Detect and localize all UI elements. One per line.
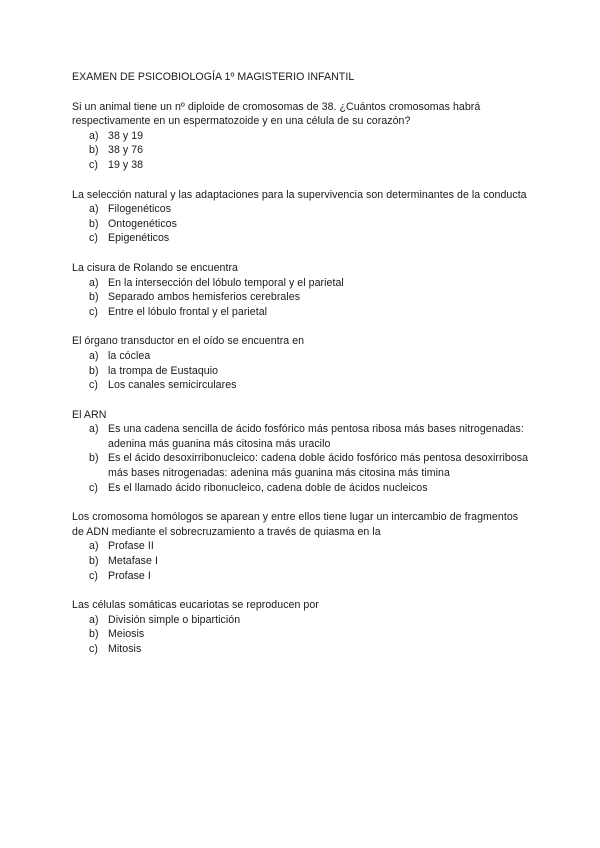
exam-page	[72, 70, 532, 672]
question-5	[72, 408, 532, 496]
option-letter: a)	[89, 540, 99, 553]
option-text: Metafase I	[108, 555, 158, 568]
option-item	[72, 539, 532, 554]
option-letter: a)	[89, 276, 99, 289]
question-stem: El ARN	[72, 408, 107, 421]
option-item	[72, 569, 532, 584]
question-7	[72, 598, 532, 656]
option-text: Filogenéticos	[108, 203, 172, 216]
option-list	[72, 349, 532, 393]
option-item	[72, 202, 532, 217]
option-text: 19 y 38	[108, 158, 144, 171]
option-text: Epigenéticos	[108, 232, 170, 245]
option-letter: b)	[89, 452, 99, 465]
option-letter: b)	[89, 364, 99, 377]
option-text: la trompa de Eustaquio	[108, 364, 219, 377]
option-text: Ontogenéticos	[108, 217, 177, 230]
option-letter: b)	[89, 555, 99, 568]
option-item	[72, 217, 532, 232]
option-letter: a)	[89, 349, 99, 362]
option-letter: b)	[89, 628, 99, 641]
option-item	[72, 364, 532, 379]
option-item	[72, 627, 532, 642]
question-6	[72, 510, 532, 583]
option-item	[72, 422, 532, 451]
option-text: Entre el lóbulo frontal y el parietal	[108, 305, 268, 318]
option-letter: a)	[89, 129, 99, 142]
option-item	[72, 554, 532, 569]
option-text: 38 y 76	[108, 144, 144, 157]
option-text: Es el llamado ácido ribonucleico, cadena doble de ácidos nucleicos	[108, 481, 428, 494]
option-text: En la intersección del lóbulo temporal y el parietal	[108, 276, 344, 289]
option-text: Profase II	[108, 540, 154, 553]
option-item	[72, 143, 532, 158]
option-text: Los canales semicirculares	[108, 379, 237, 392]
option-list	[72, 202, 532, 246]
question-stem: Las células somáticas eucariotas se reproducen por	[72, 599, 319, 612]
option-text: Profase I	[108, 569, 151, 582]
option-list	[72, 276, 532, 320]
option-item	[72, 642, 532, 657]
option-letter: b)	[89, 217, 99, 230]
option-letter: c)	[89, 232, 98, 245]
question-3	[72, 261, 532, 319]
option-list	[72, 539, 532, 583]
option-letter: b)	[89, 144, 99, 157]
document-title: EXAMEN DE PSICOBIOLOGÍA 1º MAGISTERIO INFANTIL	[72, 71, 355, 83]
question-stem: El órgano transductor en el oído se encuentra en	[72, 335, 305, 348]
option-text: 38 y 19	[108, 129, 144, 142]
option-item	[72, 481, 532, 496]
question-2	[72, 188, 532, 246]
option-letter: c)	[89, 643, 98, 655]
option-item	[72, 613, 532, 628]
option-item	[72, 231, 532, 246]
question-stem: Los cromosoma homólogos se aparean y entre ellos tiene lugar un intercambio de fragmentos de ADN mediante el sobrecruzamiento a través de quiasma en la	[72, 511, 519, 538]
option-text: Meiosis	[108, 628, 145, 641]
option-text: Es una cadena sencilla de ácido fosfórico más pentosa ribosa más bases nitrogenadas: adenina más guanina más citosina más uracilo	[108, 423, 524, 450]
option-item	[72, 378, 532, 393]
question-stem: Si un animal tiene un nº diploide de cromosomas de 38. ¿Cuántos cromosomas habrá respectivamente en un espermatozoide y en una célula de su corazón?	[72, 100, 481, 128]
option-letter: a)	[89, 613, 99, 626]
option-list	[72, 613, 532, 657]
option-letter: a)	[89, 203, 99, 216]
option-letter: c)	[89, 158, 98, 171]
option-item	[72, 290, 532, 305]
option-letter: a)	[89, 423, 99, 436]
option-item	[72, 276, 532, 291]
option-letter: b)	[89, 291, 99, 304]
question-4	[72, 334, 532, 392]
question-stem: La selección natural y las adaptaciones para la supervivencia son determinantes de la conducta	[72, 188, 527, 201]
option-item	[72, 451, 532, 480]
option-letter: c)	[89, 481, 98, 494]
option-item	[72, 158, 532, 173]
question-stem: La cisura de Rolando se encuentra	[72, 261, 238, 274]
option-item	[72, 305, 532, 320]
option-item	[72, 349, 532, 364]
question-1	[72, 100, 532, 173]
option-letter: c)	[89, 569, 98, 582]
option-text: División simple o bipartición	[108, 613, 241, 626]
option-letter: c)	[89, 305, 98, 318]
option-item	[72, 129, 532, 144]
option-list	[72, 129, 532, 173]
option-text: la cóclea	[108, 349, 151, 362]
option-list	[72, 422, 532, 495]
option-text: Mitosis	[108, 643, 142, 655]
option-text: Separado ambos hemisferios cerebrales	[108, 291, 301, 304]
option-text: Es el ácido desoxirribonucleico: cadena doble ácido fosfórico más pentosa desoxirribosa más bases nitrogenadas: adenina más guanina más citosina más timina	[108, 452, 529, 480]
option-letter: c)	[89, 379, 98, 392]
